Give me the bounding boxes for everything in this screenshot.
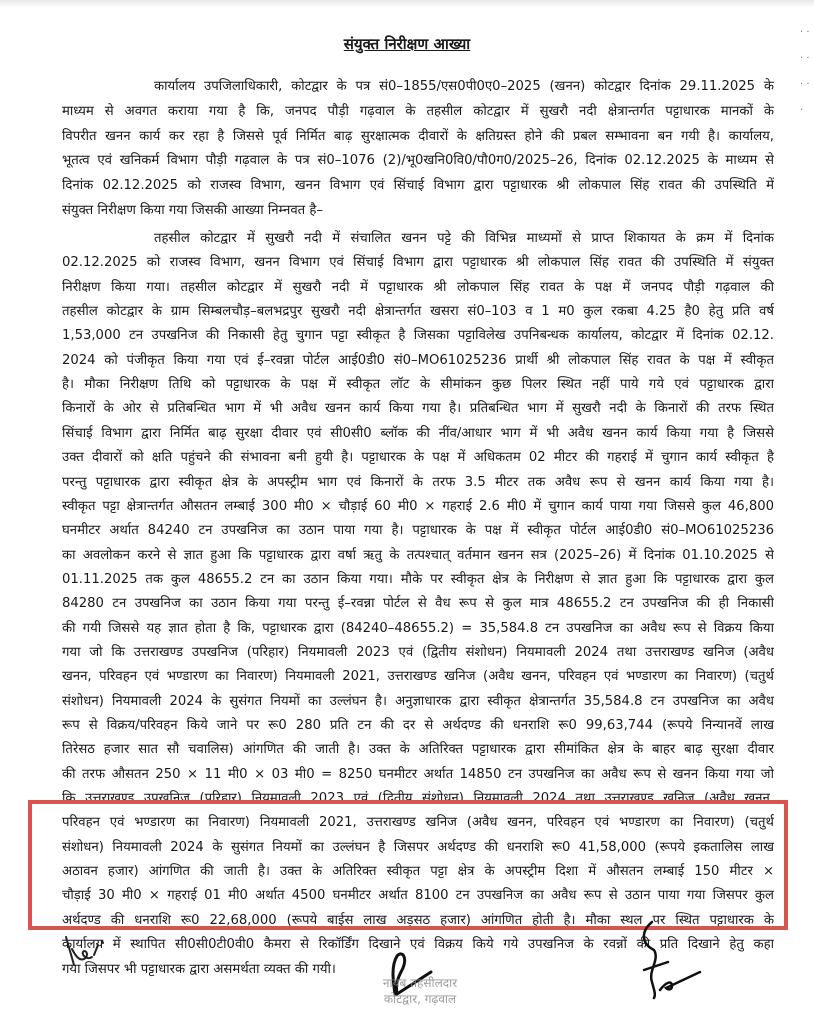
- body-line: सिंचाई विभाग द्वारा निर्मित बाढ़ सुरक्षा दीवार एवं सी0सी0 ब्लॉक की नींव/आधार भाग में भी अवैध खनन कार्य किया गया है जिससे: [62, 425, 774, 441]
- signature-right: [630, 920, 720, 1000]
- body-line: 84280 टन उपखनिज का उठान किया गया परन्तु ई–रवन्ना पोर्टल से वैध रूप से कुल मात्र 48655.2 टन उपखनिज की ही निकासी: [62, 596, 774, 612]
- body-line: दिनांक 02.12.2025 को राजस्व विभाग, खनन विभाग एवं सिंचाई विभाग द्वारा पट्टाधारक श्री लोकपाल सिंह रावत की उपस्थिति में: [62, 178, 774, 194]
- stamp-line-2: कोटद्वार, गढ़वाल: [383, 992, 457, 1006]
- body-line: विपरीत खनन कार्य कर रहा है जिससे पूर्व निर्मित बाढ़ सुरक्षात्मक दीवारों के क्षतिग्रस्त होने की प्रबल सम्भावना बन गयी है। कार्यालय,: [62, 128, 774, 144]
- body-line: 01.11.2025 तक कुल 48655.2 टन का उठान किया गया। मौके पर स्वीकृत क्षेत्र के निरीक्षण से ज्ञात हुआ कि पट्टाधारक द्वारा कुल: [62, 571, 774, 587]
- body-line: संशोधन) नियमावली 2024 के सुसंगत नियमों का उल्लंघन है जिसपर अर्थदण्ड की धनराशि रू0 41,58,000 (रूपये इकतालिस लाख: [62, 839, 774, 855]
- body-line: की तरफ औसतन 250 × 11 मी0 × 03 मी0 = 8250 घनमीटर अर्थात 14850 टन उपखनिज का अवैध रूप से खनन किया गया जो: [62, 766, 774, 782]
- body-line: तिरेसठ हजार सात सौ चवालिस) आंगणित की जाती है। उक्त के अतिरिक्त पट्टाधारक द्वारा सीमांकित क्षेत्र के बाहर बाढ़ सुरक्षा दीवार: [62, 742, 774, 758]
- body-line: किनारों के ओर से प्रतिबन्धित भाग में भी अवैध खनन कार्य किया गया है। प्रतिबन्धित भाग में सुखरौ नदी के किनारों की तरफ स्थित: [62, 401, 774, 417]
- body-line: 1,53,000 टन उपखनिज की निकासी हेतु चुगान पट्टा स्वीकृत है जिसका पट्टाविलेख उपनिबन्धक कार्यालय, कोटद्वार में दिनांक 02.12.: [62, 328, 774, 344]
- body-line: कि उत्तराखण्ड उपखनिज (परिहार) नियमावली 2023 एवं (द्वितीय संशोधन) नियमावली 2024 तथा उत्तराखण्ड खनिज (अवैध खनन,: [62, 791, 774, 807]
- scan-edge-marks: · · · · · · ·: [800, 27, 810, 116]
- body-line: गया जिसपर भी पट्टाधारक द्वारा असमर्थता व्यक्त की गयी।: [62, 961, 336, 977]
- body-line: गया जो कि उत्तराखण्ड उपखनिज (परिहार) नियमावली 2023 एवं (द्वितीय संशोधन) नियमावली 2024 तथा उत्तराखण्ड खनिज (अवैध: [62, 644, 774, 660]
- body-line: 02.12.2025 को राजस्व विभाग, खनन विभाग एवं सिंचाई विभाग द्वारा पट्टाधारक श्री लोकपाल सिंह रावत की उपस्थिति में संयुक्त: [62, 255, 774, 271]
- stamp-line-1: नायब तहसीलदार: [382, 976, 458, 990]
- page-top-shadow: [0, 0, 814, 8]
- body-line: है। मौका निरीक्षण तिथि को पट्टाधारक के पक्ष में स्वीकृत लॉट के सीमांकन कुछ पिलर स्थित नहीं पाये गये एवं पट्टाधारक द्वारा: [62, 377, 774, 393]
- body-line: तहसील कोटद्वार के ग्राम सिम्बलचौड़–बलभद्रपुर सुखरौ नदी क्षेत्रान्तर्गत खसरा सं0–103 व 1 म0 कुल रकबा 4.25 है0 हेतु प्रति वर्ष: [62, 304, 774, 320]
- body-line: का अवलोकन करने से ज्ञात हुआ कि पट्टाधारक द्वारा वर्षा ऋतु के तत्पश्चात् वर्तमान खनन सत्र (2025–26) में दिनांक 01.10.2025 से: [62, 547, 774, 563]
- body-line: भूतत्व एवं खनिकर्म विभाग पौड़ी गढ़वाल के पत्र सं0–1076 (2)/भू0खनि0वि0/पौ0ग0/2025–26, दिनांक 02.12.2025 के माध्यम से: [62, 153, 774, 169]
- body-line: खनन, परिवहन एवं भण्डारण का निवारण) नियमावली 2021, उत्तराखण्ड खनिज (अवैध खनन, परिवहन एवं भण्डारण का निवारण) (चतुर्थ: [62, 669, 774, 685]
- body-line: 2024 को पंजीकृत किया गया एवं ई–रवन्ना पोर्टल आई0डी0 सं0–MO61025236 प्रार्थी श्री लोकपाल सिंह रावत के पक्ष में स्वीकृत: [62, 352, 774, 368]
- body-line: माध्यम से अवगत कराया गया है कि, जनपद पौड़ी गढ़वाल के तहसील कोटद्वार में सुखरौ नदी क्षेत्रान्तर्गत पट्टाधारक मानकों के: [62, 103, 774, 119]
- body-line: संयुक्त निरीक्षण किया गया जिसकी आख्या निम्नवत है–: [62, 203, 323, 218]
- body-line: निरीक्षण किया गया। तहसील कोटद्वार में सुखरौ नदी में पट्टाधारक श्री लोकपाल सिंह रावत के पक्ष में जनपद पौड़ी गढ़वाल की: [62, 279, 774, 295]
- body-line: परिवहन एवं भण्डारण का निवारण) नियमावली 2021, उत्तराखण्ड खनिज (अवैध खनन, परिवहन एवं भण्डारण का निवारण) (चतुर्थ: [62, 815, 774, 831]
- body-line: उक्त दीवारों को क्षति पहुंचने की संभावना बनी हुयी है। पट्टाधारक के पक्ष में अधिकतम 02 मीटर की गहराई में चुगान कार्य स्वीकृत है: [62, 450, 774, 466]
- body-line: कार्यालय में स्थापित सी0सी0टी0वी0 कैमरा से रिकॉर्डिंग दिखाने एवं विक्रय किये गये उपखनिज के रवन्नों की प्रति दिखाने हेतु कहा: [62, 937, 774, 953]
- body-line: अठावन हजार) आंगणित की जाती है। उक्त के अतिरिक्त स्वीकृत पट्टा क्षेत्र के अपस्ट्रीम दिशा में औसतन लम्बाई 150 मीटर ×: [62, 864, 774, 880]
- signature-left: [62, 935, 122, 975]
- body-line: तहसील कोटद्वार में सुखरौ नदी में संचालित खनन पट्टे की विभिन्न माध्यमों से प्राप्त शिकायत के क्रम में दिनांक: [154, 231, 774, 246]
- body-line: घनमीटर अर्थात 84240 टन उपखनिज का उठान पाया गया है। पट्टाधारक के पक्ष में स्वीकृत पोर्टल आई0डी0 सं0–MO61025236: [62, 523, 774, 539]
- body-line: परन्तु पट्टाधारक द्वारा स्वीकृत क्षेत्र के अपस्ट्रीम भाग एवं किनारों के तरफ 3.5 मीटर तक अवैध रूप से खनन कार्य किया गया है।: [62, 474, 774, 490]
- office-stamp: [355, 975, 485, 1007]
- body-line: की गयी जिससे यह ज्ञात होता है कि, पट्टाधारक द्वारा (84240–48655.2) = 35,584.8 टन उपखनिज का अवैध रूप से विक्रय किया: [62, 620, 774, 636]
- body-line: रूप से विक्रय/परिवहन किये जाने पर रू0 280 प्रति टन की दर से अर्थदण्ड की धनराशि रू0 99,63,744 (रूपये निन्यानवें लाख: [62, 718, 774, 733]
- body-line: स्वीकृत पट्टा क्षेत्रान्तर्गत औसतन लम्बाई 300 मी0 × चौड़ाई 60 मी0 × गहराई 2.6 मी0 में चुगान कार्य पाया गया जिससे कुल 46,800: [62, 498, 774, 514]
- document-title: संयुक्त निरीक्षण आख्या: [343, 35, 471, 53]
- body-line: संशोधन) नियमावली 2024 के सुसंगत नियमों का उल्लंघन है। अनुज्ञाधारक द्वारा स्वीकृत क्षेत्रान्तर्गत 35,584.8 टन उपखनिज का अवैध: [62, 693, 774, 709]
- body-line: अर्थदण्ड की धनराशि रू0 22,68,000 (रूपये बाईस लाख अड़सठ हजार) आंगणित होती है। मौका स्थल पर स्थित पट्टाधारक के: [62, 912, 774, 928]
- body-line: कार्यालय उपजिलाधिकारी, कोटद्वार के पत्र सं0–1855/एस0पी0ए0–2025 (खनन) कोटद्वार दिनांक 29.11.2025 के: [154, 79, 774, 94]
- highlight-box: [28, 800, 788, 930]
- body-line: चौड़ाई 30 मी0 × गहराई 01 मी0 अर्थात 4500 घनमीटर अर्थात 8100 टन उपखनिज का अवैध रूप से उठान पाया गया जिसपर कुल: [62, 888, 774, 904]
